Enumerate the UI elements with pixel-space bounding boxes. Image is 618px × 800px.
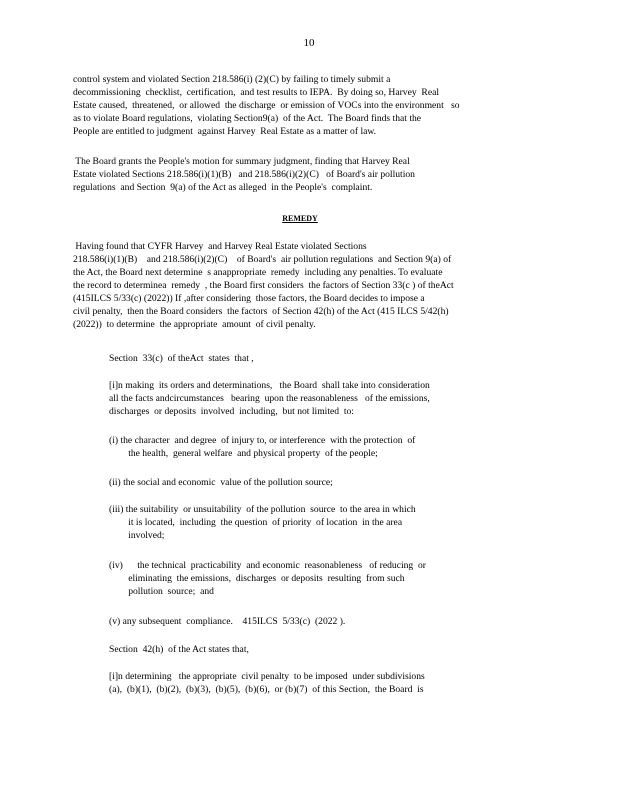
paragraph-summary-judgment — [73, 155, 415, 194]
factor-item-v — [109, 615, 345, 628]
text-line: Estate caused, threatened, or allowed the discharge or emission of VOCs into the environment so — [73, 100, 460, 111]
text-line: discharges or deposits involved including, but not limited to: — [109, 406, 354, 417]
text-line: eliminating the emissions, discharges or deposits resulting from such — [109, 573, 405, 584]
text-line: the health, general welfare and physical property of the people; — [109, 448, 378, 459]
text-line: Having found that CYFR Harvey and Harvey Real Estate violated Sections — [73, 241, 367, 252]
text-line: (ii) the social and economic value of the pollution source; — [109, 477, 333, 488]
text-line: (a), (b)(1), (b)(2), (b)(3), (b)(5), (b)(6), or (b)(7) of this Section, the Board is — [109, 684, 424, 695]
text-line: 218.586(i)(1)(B) and 218.586(i)(2)(C) of Board's air pollution regulations and Section 9(a) of — [73, 254, 452, 265]
quote-section-42h — [109, 670, 425, 696]
text-line: all the facts andcircumstances bearing upon the reasonableness of the emissions, — [109, 393, 430, 404]
factor-item-ii — [109, 476, 333, 489]
text-line: (i) the character and degree of injury to, or interference with the protection of — [109, 435, 416, 446]
text-line: (v) any subsequent compliance. 415ILCS 5/33(c) (2022 ). — [109, 616, 346, 627]
text-line: control system and violated Section 218.586(i) (2)(C) by failing to timely submit a — [73, 74, 391, 85]
text-line: [i]n determining the appropriate civil penalty to be imposed under subdivisions — [109, 671, 425, 682]
text-line: (2022)) to determine the appropriate amount of civil penalty. — [73, 319, 316, 330]
text-line: Section 42(h) of the Act states that, — [109, 644, 249, 655]
text-line: (iii) the suitability or unsuitability of the pollution source to the area in which — [109, 504, 416, 515]
quote-section-33c — [109, 379, 430, 418]
text-line: People are entitled to judgment against Harvey Real Estate as a matter of law. — [73, 126, 377, 137]
factor-item-i — [109, 434, 415, 460]
text-line: (415ILCS 5/33(c) (2022)) If ,after considering those factors, the Board decides to impose a — [73, 293, 425, 304]
paragraph-findings — [73, 73, 460, 138]
text-line: as to violate Board regulations, violating Section9(a) of the Act. The Board finds that the — [73, 113, 422, 124]
factor-item-iii — [109, 503, 416, 542]
text-line: civil penalty, then the Board considers the factors of Section 42(h) of the Act (415 ILCS 5/42(h) — [73, 306, 449, 317]
text-line: (iv) the technical practicability and economic reasonableness of reducing or — [109, 560, 427, 571]
text-line: regulations and Section 9(a) of the Act as alleged in the People's complaint. — [73, 182, 373, 193]
intro-section-33c — [109, 352, 254, 365]
section-heading-remedy — [0, 214, 618, 223]
paragraph-remedy — [73, 240, 454, 331]
text-line: The Board grants the People's motion for summary judgment, finding that Harvey Real — [73, 156, 410, 167]
text-line: the record to determinea remedy , the Board first considers the factors of Section 33(c ) of theAct — [73, 280, 454, 291]
factor-item-iv — [109, 559, 426, 598]
text-line: [i]n making its orders and determinations, the Board shall take into consideration — [109, 380, 430, 391]
text-line: Section 33(c) of theAct states that , — [109, 353, 254, 364]
text-line: it is located, including the question of priority of location in the area — [109, 517, 403, 528]
text-line: involved; — [109, 530, 165, 541]
text-line: decommissioning checklist, certification, and test results to IEPA. By doing so, Harvey Real — [73, 87, 440, 98]
heading-text: REMEDY — [282, 214, 318, 223]
text-line: Estate violated Sections 218.586(i)(1)(B) and 218.586(i)(2)(C) of Board's air pollution — [73, 169, 415, 180]
text-line: the Act, the Board next determine s anappropriate remedy including any penalties. To evaluate — [73, 267, 443, 278]
text-line: pollution source; and — [109, 586, 214, 597]
intro-section-42h — [109, 643, 249, 656]
page-number: 10 — [303, 37, 315, 49]
